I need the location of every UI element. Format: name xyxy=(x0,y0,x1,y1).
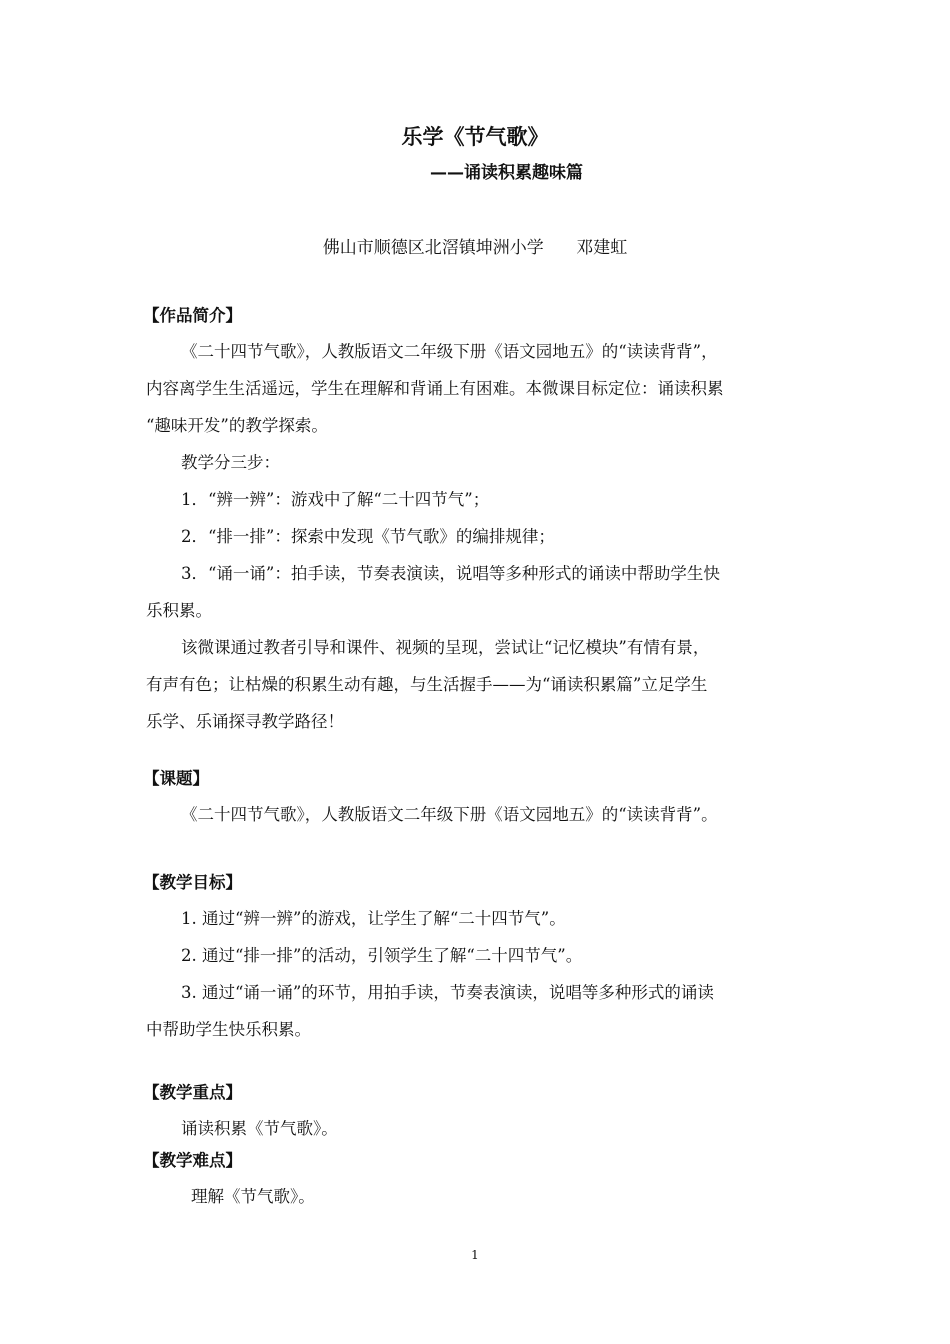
intro-line: 乐学、乐诵探寻教学路径！ xyxy=(146,712,344,731)
section-heading-topic: 【课题】 xyxy=(143,769,209,788)
goal-line: 中帮助学生快乐积累。 xyxy=(146,1020,311,1039)
intro-line: “趣味开发”的教学探索。 xyxy=(146,416,328,435)
section-heading-goals: 【教学目标】 xyxy=(143,873,242,892)
intro-line: 有声有色；让枯燥的积累生动有趣，与生活握手——为“诵读积累篇”立足学生 xyxy=(146,675,708,694)
author-line: 佛山市顺德区北滘镇坤洲小学 邓建虹 xyxy=(322,238,628,258)
goal-line: 3. 通过“诵一诵”的环节，用拍手读，节奏表演读，说唱等多种形式的诵读 xyxy=(181,983,714,1002)
section-heading-intro: 【作品简介】 xyxy=(143,306,242,325)
key-point-line: 诵读积累《节气歌》。 xyxy=(181,1119,338,1138)
difficulty-line: 理解《节气歌》。 xyxy=(191,1187,315,1206)
intro-line: 内容离学生生活遥远，学生在理解和背诵上有困难。本微课目标定位：诵读积累 xyxy=(146,379,724,398)
goal-line: 2. 通过“排一排”的活动，引领学生了解“二十四节气”。 xyxy=(181,946,583,965)
intro-line: 《二十四节气歌》，人教版语文二年级下册《语文园地五》的“读读背背”， xyxy=(181,342,718,361)
intro-line: 3．“诵一诵”：拍手读，节奏表演读，说唱等多种形式的诵读中帮助学生快 xyxy=(181,564,720,583)
section-heading-key-point: 【教学重点】 xyxy=(143,1083,242,1102)
intro-line: 教学分三步： xyxy=(181,453,280,472)
doc-title: 乐学《节气歌》 xyxy=(401,125,549,149)
intro-line: 该微课通过教者引导和课件、视频的呈现，尝试让“记忆模块”有情有景， xyxy=(181,638,710,657)
page-number: 1 xyxy=(471,1248,479,1262)
intro-line: 1．“辨一辨”：游戏中了解“二十四节气”； xyxy=(181,490,490,509)
doc-subtitle: ——诵读积累趣味篇 xyxy=(430,163,583,183)
intro-line: 乐积累。 xyxy=(146,601,212,620)
topic-line: 《二十四节气歌》，人教版语文二年级下册《语文园地五》的“读读背背”。 xyxy=(181,805,718,824)
goal-line: 1. 通过“辨一辨”的游戏，让学生了解“二十四节气”。 xyxy=(181,909,566,928)
section-heading-difficulty: 【教学难点】 xyxy=(143,1151,242,1170)
intro-line: 2．“排一排”：探索中发现《节气歌》的编排规律； xyxy=(181,527,555,546)
